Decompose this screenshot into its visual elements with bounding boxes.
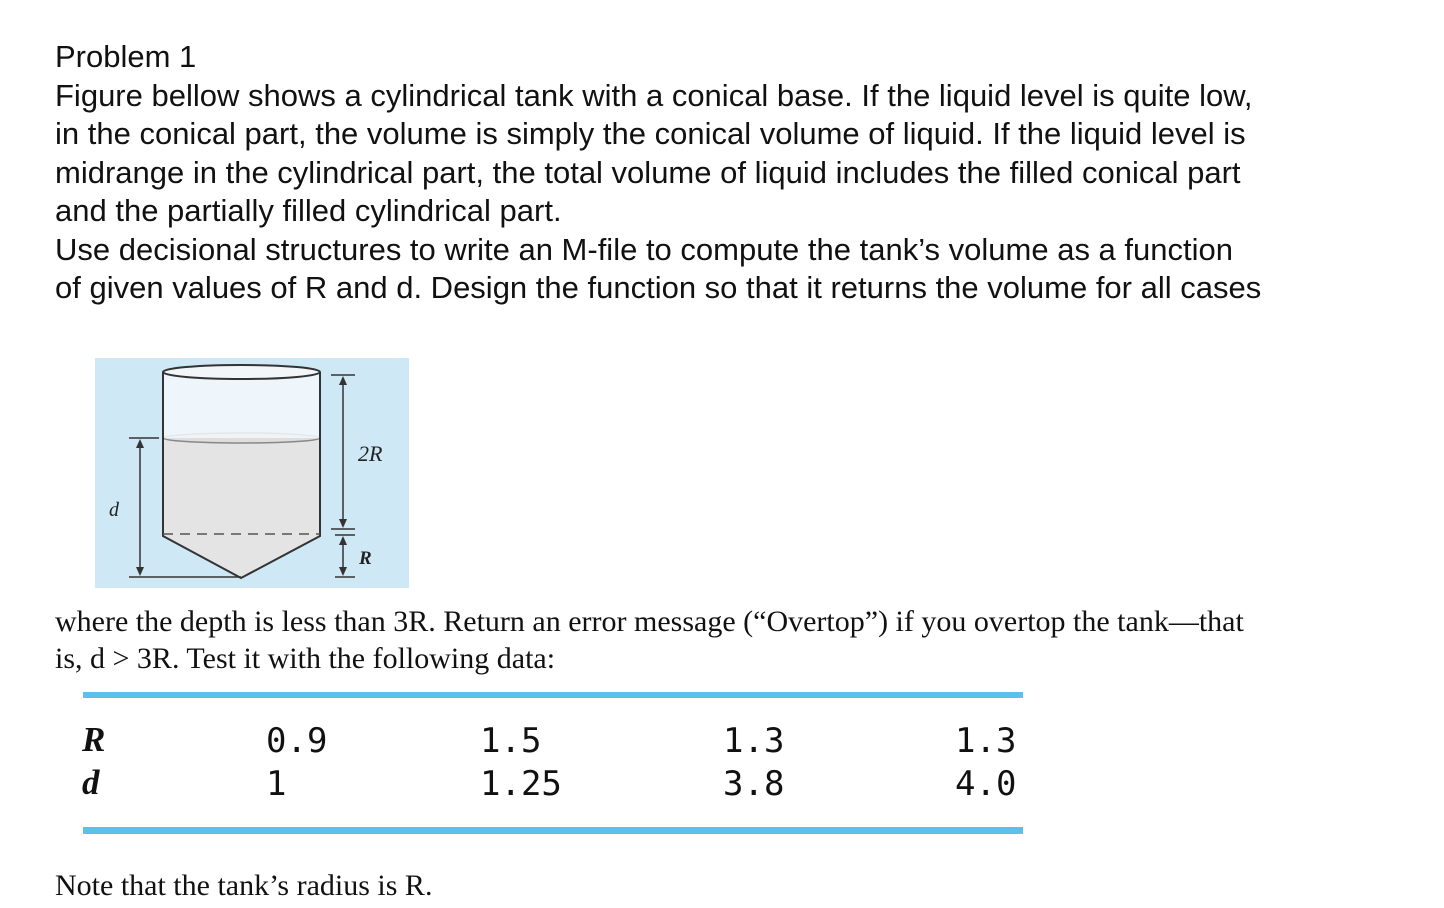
cell-r-2: 1.5 (480, 721, 542, 761)
problem-line: of given values of R and d. Design the function so that it returns the volume for all cases (55, 270, 1262, 305)
cell-r-1: 0.9 (266, 721, 328, 761)
table-rule-top (83, 692, 1023, 698)
label-d: d (109, 499, 119, 521)
label-r: R (359, 548, 372, 569)
continuation-line: is, d > 3R. Test it with the following data: (55, 642, 556, 675)
problem-line: and the partially filled cylindrical part. (55, 193, 562, 228)
continuation-line: where the depth is less than 3R. Return an error message (“Overtop”) if you overtop the tank—that (55, 605, 1244, 638)
problem-line: Use decisional structures to write an M-file to compute the tank’s volume as a function (55, 231, 1233, 267)
note-text: Note that the tank’s radius is R. (55, 869, 433, 902)
problem-line: Figure bellow shows a cylindrical tank with a conical base. If the liquid level is quite low, (55, 77, 1253, 113)
cell-r-4: 1.3 (955, 721, 1017, 761)
table-rule-bottom (83, 827, 1023, 834)
continuation-text (55, 603, 1395, 677)
cell-d-2: 1.25 (480, 764, 562, 804)
problem-statement (55, 38, 1395, 308)
row-label-d: d (82, 763, 100, 802)
label-2r: 2R (358, 441, 383, 466)
cell-r-3: 1.3 (723, 721, 785, 761)
row-label-r: R (82, 720, 106, 759)
cell-d-1: 1 (266, 764, 287, 804)
tank-figure (95, 358, 409, 588)
tank-top-rim (163, 365, 320, 379)
problem-line: midrange in the cylindrical part, the total volume of liquid includes the filled conical part (55, 154, 1241, 190)
tank-empty-region (163, 372, 320, 438)
problem-line: in the conical part, the volume is simply the conical volume of liquid. If the liquid level is (55, 116, 1246, 151)
problem-title: Problem 1 (55, 39, 197, 74)
cell-d-3: 3.8 (723, 764, 785, 804)
cell-d-4: 4.0 (955, 764, 1017, 804)
